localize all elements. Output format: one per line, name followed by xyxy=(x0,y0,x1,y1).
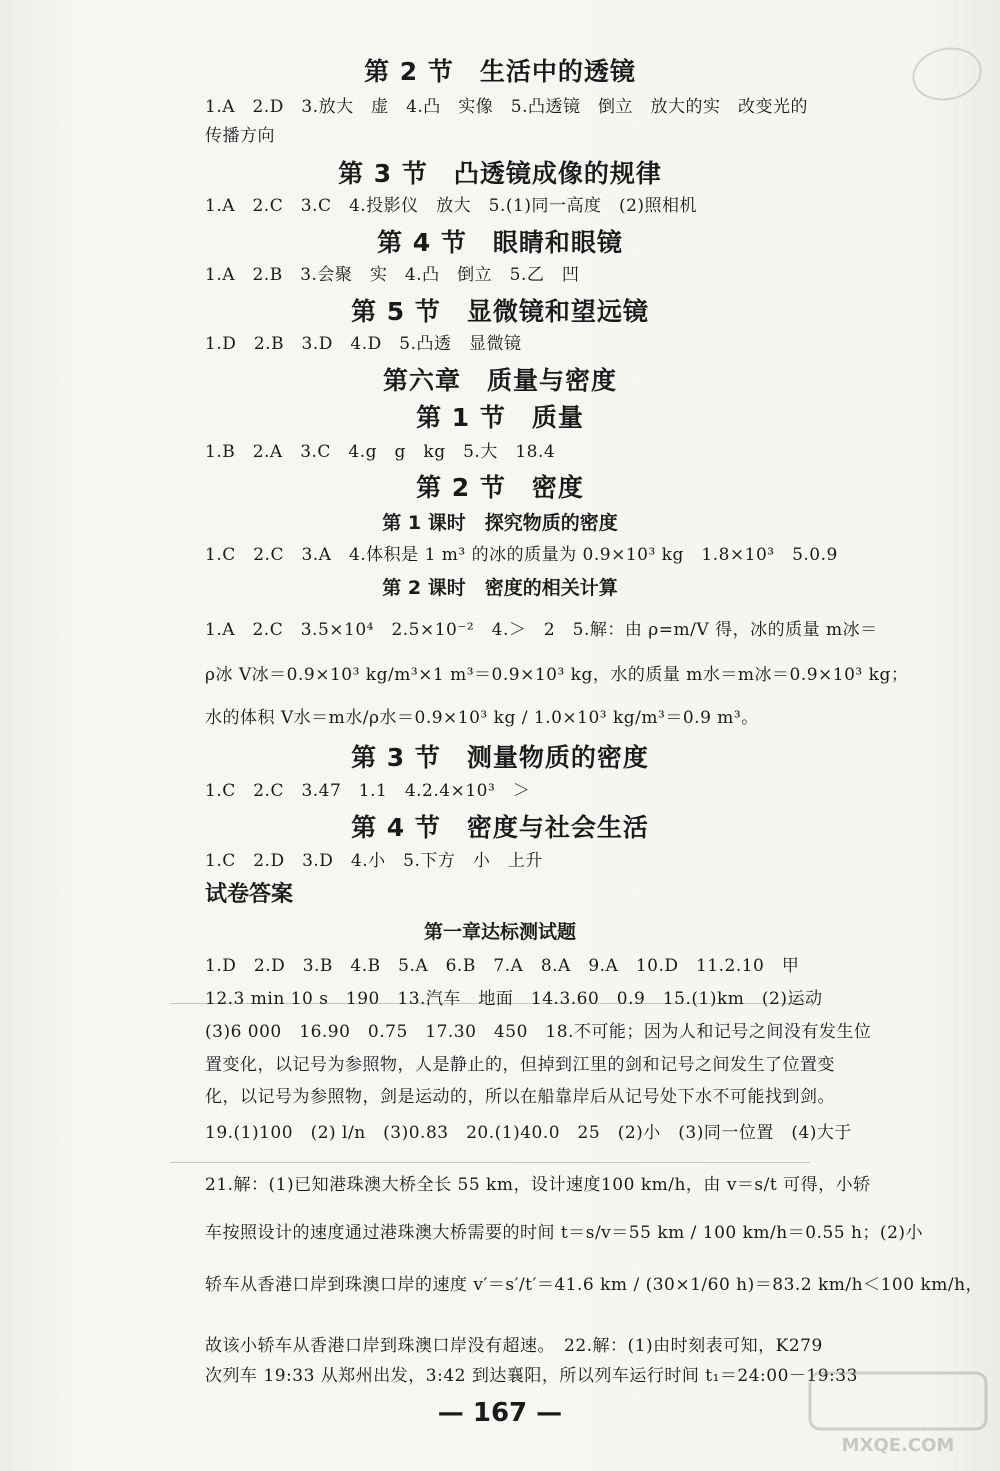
answer-line: ρ冰 V冰＝0.9×10³ kg/m³×1 m³＝0.9×10³ kg，水的质量 m水＝m冰＝0.9×10³ kg； xyxy=(205,665,909,685)
answer-line: 化，以记号为参照物，剑是运动的，所以在船靠岸后从记号处下水不可能找到剑。 xyxy=(205,1087,835,1107)
answer-line: (3)6 000 16.90 0.75 17.30 450 18.不可能；因为人和记号之间没有发生位 xyxy=(205,1022,872,1042)
lesson-heading-2: 第 2 课时 密度的相关计算 xyxy=(382,577,618,599)
section-heading-6-3: 第 3 节 测量物质的密度 xyxy=(351,743,649,772)
watermark-logo xyxy=(808,1371,988,1461)
answer-line: 车按照设计的速度通过港珠澳大桥需要的时间 t＝s/v＝55 km / 100 km/h＝0.55 h；(2)小 xyxy=(205,1223,924,1243)
answer-line: 置变化，以记号为参照物，人是静止的，但掉到江里的剑和记号之间发生了位置变 xyxy=(205,1055,835,1075)
answer-line: 1.C 2.C 3.A 4.体积是 1 m³ 的冰的质量为 0.9×10³ kg 1.8×10³ 5.0.9 xyxy=(205,545,838,565)
answer-line: 故该小轿车从香港口岸到珠澳口岸没有超速。 22.解：(1)由时刻表可知，K279 xyxy=(205,1336,823,1356)
exam-answers-title: 试卷答案 xyxy=(205,882,294,907)
section-heading-6-2: 第 2 节 密度 xyxy=(416,473,584,502)
section-heading-6-4: 第 4 节 密度与社会生活 xyxy=(351,813,649,842)
section-heading-6-1: 第 1 节 质量 xyxy=(416,403,584,432)
answer-line: 1.C 2.C 3.47 1.1 4.2.4×10³ ＞ xyxy=(205,781,531,801)
section-heading-4: 第 4 节 眼睛和眼镜 xyxy=(377,228,623,257)
section-heading-5: 第 5 节 显微镜和望远镜 xyxy=(351,297,649,326)
divider xyxy=(170,1162,810,1163)
answer-line: 1.C 2.D 3.D 4.小 5.下方 小 上升 xyxy=(205,851,543,871)
answer-line: 1.A 2.C 3.C 4.投影仪 放大 5.(1)同一高度 (2)照相机 xyxy=(205,196,698,216)
test-heading: 第一章达标测试题 xyxy=(423,921,576,943)
chapter-title: 第六章 质量与密度 xyxy=(382,366,617,395)
answer-line: 次列车 19:33 从郑州出发，3:42 到达襄阳，所以列车运行时间 t₁＝24:00－19:33 xyxy=(205,1366,858,1386)
section-heading-2: 第 2 节 生活中的透镜 xyxy=(364,57,636,86)
answer-line: 12.3 min 10 s 190 13.汽车 地面 14.3.60 0.9 15.(1)km (2)运动 xyxy=(205,989,823,1009)
answer-line: 19.(1)100 (2) l/n (3)0.83 20.(1)40.0 25 (2)小 (3)同一位置 (4)大于 xyxy=(205,1123,852,1143)
watermark-text: MXQE.COM xyxy=(841,1435,955,1456)
answer-line: 1.D 2.D 3.B 4.B 5.A 6.B 7.A 8.A 9.A 10.D 11.2.10 甲 xyxy=(205,956,800,976)
answer-line: 1.B 2.A 3.C 4.g g kg 5.大 18.4 xyxy=(205,442,556,462)
answer-line: 水的体积 V水＝m水/ρ水＝0.9×10³ kg / 1.0×10³ kg/m³＝0.9 m³。 xyxy=(205,708,759,728)
answer-line: 1.A 2.B 3.会聚 实 4.凸 倒立 5.乙 凹 xyxy=(205,265,580,285)
answer-line: 1.A 2.C 3.5×10⁴ 2.5×10⁻² 4.＞ 2 5.解：由 ρ=m/V 得，冰的质量 m冰＝ xyxy=(205,620,878,640)
section-heading-3: 第 3 节 凸透镜成像的规律 xyxy=(338,159,662,188)
answer-line: 传播方向 xyxy=(205,126,275,146)
answer-line: 轿车从香港口岸到珠澳口岸的速度 v′＝s′/t′＝41.6 km / (30×1/60 h)＝83.2 km/h＜100 km/h， xyxy=(205,1275,984,1295)
page-number: — 167 — xyxy=(437,1398,563,1428)
answer-line: 1.D 2.B 3.D 4.D 5.凸透 显微镜 xyxy=(205,334,522,354)
answer-line: 1.A 2.D 3.放大 虚 4.凸 实像 5.凸透镜 倒立 放大的实 改变光的 xyxy=(205,97,809,117)
lesson-heading-1: 第 1 课时 探究物质的密度 xyxy=(382,512,618,534)
answer-line: 21.解：(1)已知港珠澳大桥全长 55 km，设计速度100 km/h，由 v＝s/t 可得，小轿 xyxy=(205,1175,871,1195)
